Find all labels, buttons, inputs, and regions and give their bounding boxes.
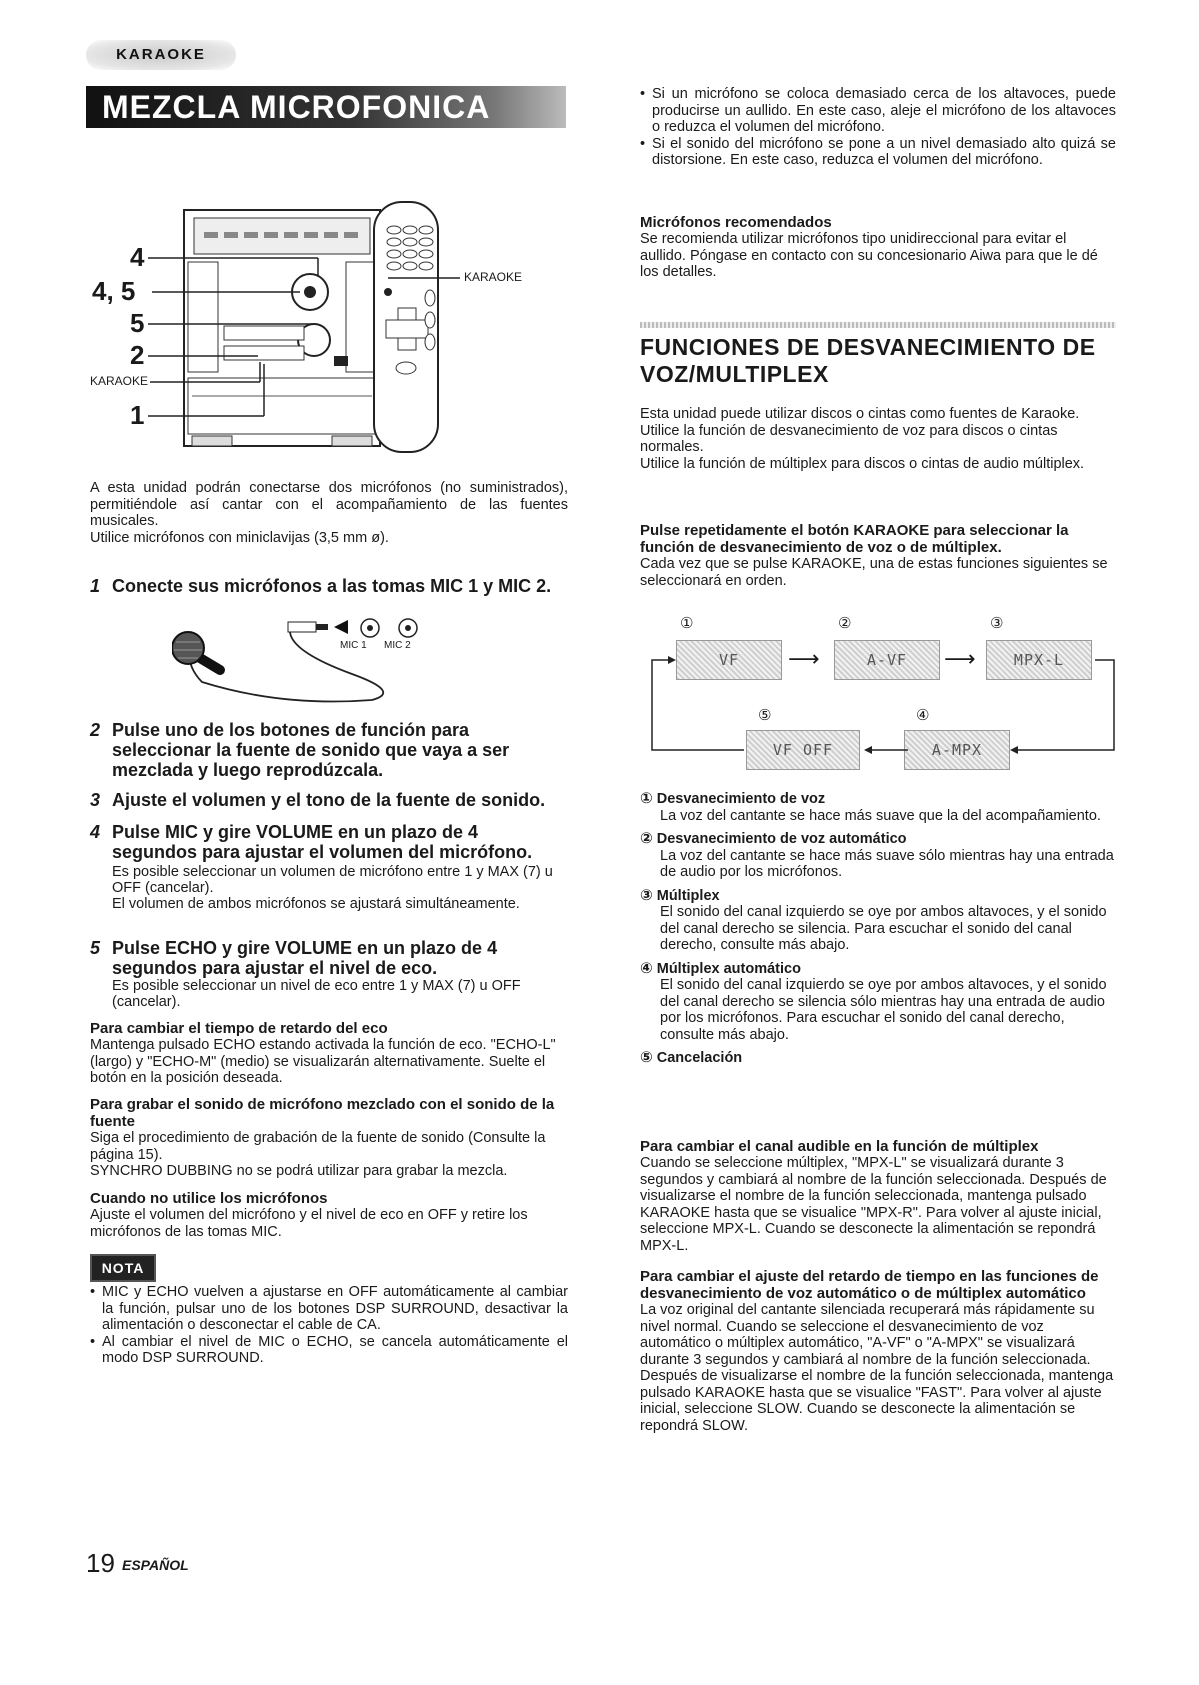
function-item: ② Desvanecimiento de voz automático La voz del cantante se hace más suave sólo mientras hay una entrada de audio por los micrófonos.: [640, 829, 1114, 880]
display-vf-off: VF OFF: [746, 730, 860, 770]
step-5-desc: Es posible seleccionar un nivel de eco entre 1 y MAX (7) u OFF (cancelar).: [112, 978, 521, 1010]
arrow-2: ⟶: [944, 646, 976, 671]
callout-4-5: 4, 5: [92, 276, 136, 306]
nota-list: • MIC y ECHO vuelven a ajustarse en OFF automáticamente al cambiar la función, pulsar uno de los botones DSP SURROUND, desactivar la alimentación o desconectar el cable de CA. • Al cambiar el nivel de MIC o ECHO, se cancela automáticamente el modo DSP SURROUND.: [90, 1284, 568, 1367]
section-intro: Esta unidad puede utilizar discos o cintas como fuentes de Karaoke. Utilice la función de desvanecimiento de voz para discos o cintas normales. Utilice la función de múltiplex para discos o cintas de audio múltiplex.: [640, 406, 1085, 472]
step-3: 3 Ajuste el volumen y el tono de la fuente de sonido.: [90, 790, 546, 810]
display-vf: VF: [676, 640, 782, 680]
function-item: ⑤ Cancelación: [640, 1048, 743, 1066]
callout-karaoke: KARAOKE: [90, 374, 149, 388]
mic2-label: MIC 2: [384, 640, 411, 651]
no-mic-section: Cuando no utilice los micrófonos Ajuste el volumen del micrófono y el nivel de eco en OFF y retire los micrófonos de las tomas MIC.: [90, 1190, 528, 1240]
page-title: MEZCLA MICROFONICA: [86, 86, 566, 128]
karaoke-badge: KARAOKE: [86, 40, 236, 70]
cycle-num-4: ④: [916, 706, 930, 724]
echo-delay-section: Para cambiar el tiempo de retardo del eco Mantenga pulsado ECHO estando activada la función de eco. "ECHO-L" (largo) y "ECHO-M" (medio) se visualizarán alternativamente. Suelte el botón en la posición deseada.: [90, 1020, 556, 1086]
display-a-vf: A-VF: [834, 640, 940, 680]
footer-language: ESPAÑOL: [122, 1557, 189, 1573]
mic1-label: MIC 1: [340, 640, 367, 651]
step-4: 4 Pulse MIC y gire VOLUME en un plazo de 4 segundos para ajustar el volumen del micrófono.: [90, 822, 533, 862]
stereo-figure: [88, 196, 558, 462]
delay-setting-section: Para cambiar el ajuste del retardo de tiempo en las funciones de desvanecimiento de voz automático o de múltiplex automático La voz original del cantante silenciada recuperará más rápidamente su nivel normal. Cuando se seleccione el desvanecimiento de voz automático o múltiplex automático, "A-VF" o "A-MPX" se visualizará durante 3 segundos y cambiará al nombre de la función seleccionada. Después de visualizarse el nombre de la función seleccionada, mantenga pulsado KARAOKE hasta que se visualice "FAST". Para volver al ajuste inicial, seleccione SLOW. Cuando se desconecte la alimentación se repondrá SLOW.: [640, 1268, 1114, 1434]
cycle-num-3: ③: [990, 614, 1004, 632]
step-5: 5 Pulse ECHO y gire VOLUME en un plazo de 4 segundos para ajustar el nivel de eco.: [90, 938, 498, 978]
callout-1: 1: [130, 400, 145, 430]
display-a-mpx: A-MPX: [904, 730, 1010, 770]
function-item: ④ Múltiplex automático El sonido del canal izquierdo se oye por ambos altavoces, y el sonido del canal derecho se silencia sólo mientras hay una entrada de audio por los micrófonos. Para escuchar el sonido del canal derecho, consulte más abajo.: [640, 958, 1107, 1043]
function-item: ③ Múltiplex El sonido del canal izquierdo se oye por ambos altavoces, y el sonido del canal derecho se silencia. Para escuchar el sonido del canal derecho, consulte más abajo.: [640, 885, 1107, 953]
cycle-num-1: ①: [680, 614, 694, 632]
callout-2: 2: [130, 340, 145, 370]
nota-badge: NOTA: [90, 1254, 156, 1282]
display-mpx-l: MPX-L: [986, 640, 1092, 680]
function-item: ① Desvanecimiento de voz La voz del cantante se hace más suave que la del acompañamiento.: [640, 789, 1101, 824]
cycle-num-5: ⑤: [758, 706, 772, 724]
step-1: 1 Conecte sus micrófonos a las tomas MIC 1 y MIC 2.: [90, 576, 552, 596]
cycle-num-2: ②: [838, 614, 852, 632]
function-list: [640, 790, 1116, 1067]
step-2: 2 Pulse uno de los botones de función para seleccionar la fuente de sonido que vaya a ser mezclada y luego reprodúzcala.: [90, 720, 510, 780]
arrow-1: ⟶: [788, 646, 820, 671]
step-4-desc: Es posible seleccionar un volumen de micrófono entre 1 y MAX (7) u OFF (cancelar). El volumen de ambos micrófonos se ajustará simultáneamente.: [112, 864, 553, 912]
remote-karaoke-label: KARAOKE: [464, 270, 523, 284]
callout-5: 5: [130, 308, 145, 338]
page-number: 19: [86, 1548, 115, 1578]
section-title: FUNCIONES DE DESVANECIMIENTO DE VOZ/MULTIPLEX: [640, 334, 1096, 387]
feedback-bullets: • Si un micrófono se coloca demasiado cerca de los altavoces, puede producirse un aullido. En este caso, aleje el micrófono de los altavoces o reduzca el volumen del micrófono. • Si el sonido del micrófono se pone a un nivel demasiado alto quizá se distorsione. En este caso, reduzca el volumen del micrófono.: [640, 86, 1116, 169]
recommended-mics: Micrófonos recomendados Se recomienda utilizar micrófonos tipo unidireccional para evitar el aullido. Póngase en contacto con su concesionario Aiwa para que le dé los detalles.: [640, 214, 1098, 280]
intro: A esta unidad podrán conectarse dos micrófonos (no suministrados), permitiéndole así cantar con el acompañamiento de las fuentes musicales. Utilice micrófonos con miniclavijas (3,5 mm ø).: [90, 480, 568, 546]
cycle-connectors: [640, 640, 1140, 780]
microphone-figure: [172, 612, 462, 712]
callout-4: 4: [130, 242, 145, 272]
record-mix-section: Para grabar el sonido de micrófono mezclado con el sonido de la fuente Siga el procedimiento de grabación de la fuente de sonido (Consulte la página 15). SYNCHRO DUBBING no se podrá utilizar para grabar la mezcla.: [90, 1096, 555, 1179]
karaoke-instruction: Pulse repetidamente el botón KARAOKE para seleccionar la función de desvanecimiento de voz o de múltiplex. Cada vez que se pulse KARAOKE, una de estas funciones siguientes se seleccionará en orden.: [640, 522, 1108, 589]
multiplex-channel-section: Para cambiar el canal audible en la función de múltiplex Cuando se seleccione múltiplex, "MPX-L" se visualizará durante 3 segundos y cambiará al nombre de la función seleccionada. Después de visualizarse el nombre de la función seleccionada, mantenga pulsado KARAOKE hasta que se visualice "MPX-R". Para volver al ajuste inicial, seleccione MPX-L. Cuando se desconecte la alimentación se repondrá MPX-L.: [640, 1138, 1107, 1254]
section-rule: [640, 322, 1116, 328]
